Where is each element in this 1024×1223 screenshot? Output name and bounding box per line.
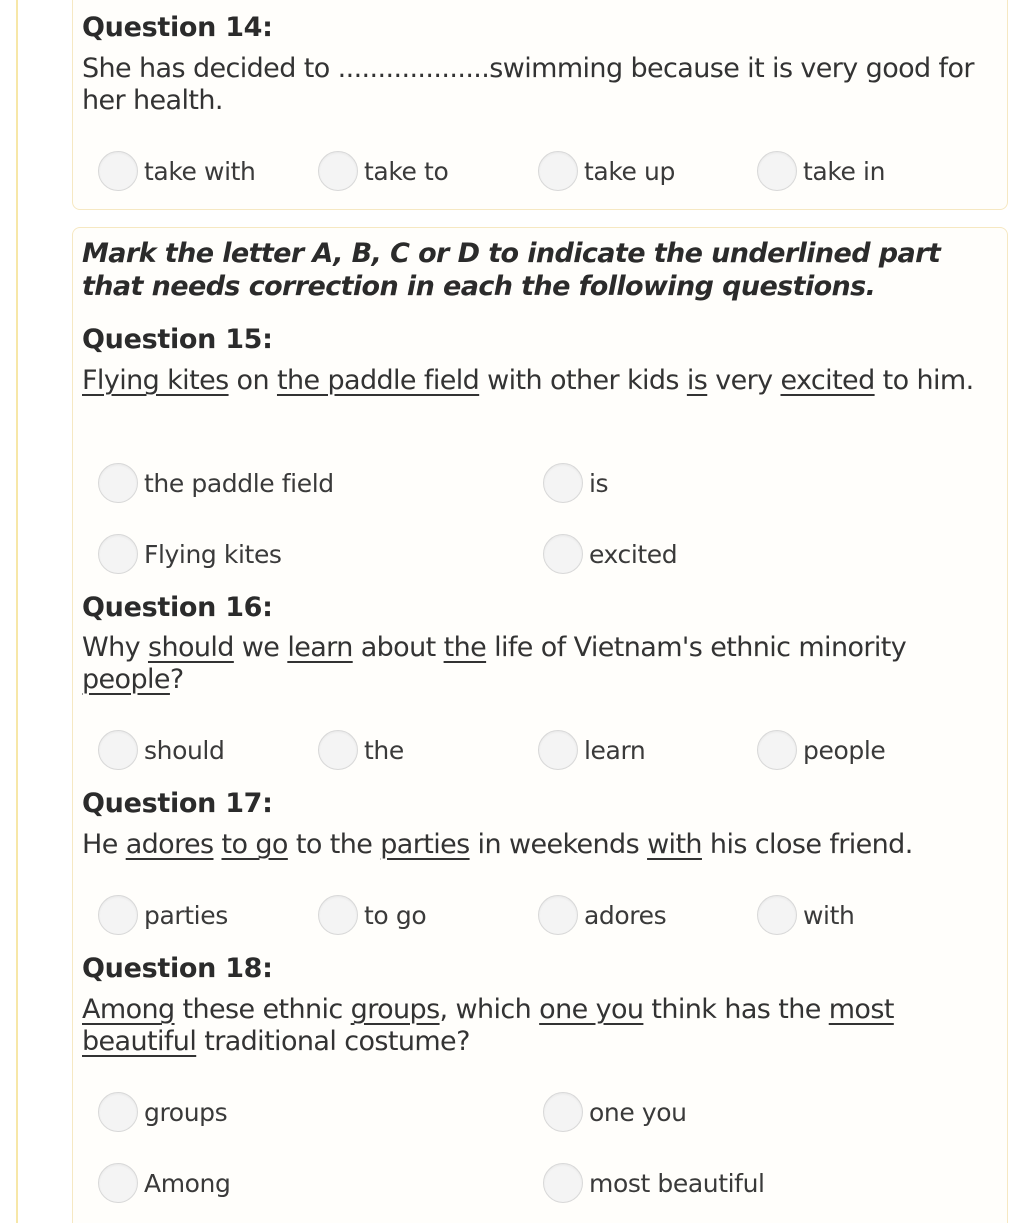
question-18-text (82, 994, 1007, 1058)
sentence-text: on (228, 365, 277, 396)
radio-button[interactable] (538, 895, 578, 935)
radio-button[interactable] (543, 1092, 583, 1132)
option-label: with (803, 900, 855, 930)
question-15-title: Question 15: (82, 324, 273, 355)
q17-option-c[interactable] (538, 894, 666, 936)
radio-button[interactable] (98, 151, 138, 191)
option-label: to go (364, 900, 427, 930)
option-label: one you (589, 1097, 687, 1127)
q14-option-c[interactable] (538, 150, 675, 192)
q15-option-b[interactable] (543, 462, 608, 504)
q14-option-d[interactable] (757, 150, 885, 192)
option-label: is (589, 468, 609, 498)
underlined-part: the paddle field (276, 365, 480, 396)
question-14-text (82, 53, 1007, 117)
sentence-text: we (233, 632, 288, 663)
q15-option-d[interactable] (543, 533, 677, 575)
q17-option-d[interactable] (757, 894, 854, 936)
q18-option-a[interactable] (98, 1091, 227, 1133)
option-label: should (144, 735, 225, 765)
q16-option-b[interactable] (318, 729, 404, 771)
option-label: learn (584, 735, 646, 765)
option-label: the paddle field (144, 468, 334, 498)
question-14-text-before: She has decided to (82, 53, 338, 84)
option-label: people (803, 735, 886, 765)
question-14-blank: ................... (337, 53, 490, 84)
option-label: take in (803, 156, 886, 186)
radio-button[interactable] (98, 463, 138, 503)
radio-button[interactable] (318, 730, 358, 770)
underlined-part: with (647, 829, 702, 860)
sentence-text: very (707, 365, 781, 396)
sentence-text: life of Vietnam's ethnic minority (486, 632, 907, 663)
radio-button[interactable] (98, 895, 138, 935)
sentence-text: his close friend. (701, 829, 913, 860)
q17-option-b[interactable] (318, 894, 426, 936)
underlined-part: excited (780, 365, 875, 396)
option-label: excited (589, 539, 678, 569)
sentence-text: , which (439, 994, 540, 1025)
sentence-text: to the (287, 829, 381, 860)
q16-option-a[interactable] (98, 729, 224, 771)
question-17-title: Question 17: (82, 788, 273, 819)
q15-option-c[interactable] (98, 533, 282, 575)
radio-button[interactable] (538, 730, 578, 770)
underlined-part: Among (82, 994, 175, 1025)
underlined-part: Flying kites (82, 365, 229, 396)
radio-button[interactable] (757, 895, 797, 935)
radio-button[interactable] (98, 1163, 138, 1203)
option-label: Flying kites (144, 539, 282, 569)
q18-option-d[interactable] (543, 1162, 765, 1204)
radio-button[interactable] (543, 534, 583, 574)
q18-option-b[interactable] (543, 1091, 687, 1133)
sentence-text: to him. (874, 365, 974, 396)
q16-option-d[interactable] (757, 729, 885, 771)
question-18-title: Question 18: (82, 953, 273, 984)
question-16-text (82, 632, 1007, 696)
q18-option-c[interactable] (98, 1162, 230, 1204)
option-label: take to (364, 156, 449, 186)
option-label: parties (144, 900, 228, 930)
section-instruction: Mark the letter A, B, C or D to indicate the underlined part that needs correction in each the following questions. (82, 238, 941, 302)
q16-option-c[interactable] (538, 729, 645, 771)
question-14-text-after: swimming because it is very good for her health. (82, 53, 974, 116)
underlined-part: parties (380, 829, 470, 860)
sentence-text: with other kids (479, 365, 687, 396)
q17-option-a[interactable] (98, 894, 228, 936)
radio-button[interactable] (318, 895, 358, 935)
option-label: the (364, 735, 404, 765)
question-16-title: Question 16: (82, 592, 273, 623)
question-15-text (82, 365, 1007, 397)
underlined-part: to go (221, 829, 288, 860)
option-label: take up (584, 156, 675, 186)
underlined-part: learn (287, 632, 353, 663)
radio-button[interactable] (543, 1163, 583, 1203)
underlined-part: should (147, 632, 234, 663)
page-left-border (16, 0, 18, 1223)
sentence-text: these ethnic (174, 994, 351, 1025)
underlined-part: one you (539, 994, 644, 1025)
question-17-text (82, 829, 1007, 861)
sentence-text: traditional costume? (196, 1026, 470, 1057)
radio-button[interactable] (98, 730, 138, 770)
radio-button[interactable] (98, 534, 138, 574)
radio-button[interactable] (318, 151, 358, 191)
radio-button[interactable] (98, 1092, 138, 1132)
q14-option-b[interactable] (318, 150, 448, 192)
sentence-text: in weekends (469, 829, 648, 860)
sentence-text: Why (82, 632, 148, 663)
radio-button[interactable] (757, 730, 797, 770)
option-label: most beautiful (589, 1168, 765, 1198)
underlined-part: is (686, 365, 708, 396)
radio-button[interactable] (543, 463, 583, 503)
underlined-part: adores (125, 829, 214, 860)
q15-option-a[interactable] (98, 462, 334, 504)
option-label: groups (144, 1097, 228, 1127)
underlined-part: most beautiful (82, 994, 894, 1057)
underlined-part: people (82, 664, 170, 695)
option-label: Among (144, 1168, 231, 1198)
sentence-text: about (352, 632, 444, 663)
sentence-text: ? (169, 664, 184, 695)
underlined-part: groups (350, 994, 440, 1025)
question-14-title: Question 14: (82, 12, 273, 43)
sentence-text: think has the (643, 994, 829, 1025)
underlined-part: the (443, 632, 487, 663)
q14-option-a[interactable] (98, 150, 255, 192)
option-label: adores (584, 900, 667, 930)
sentence-text: He (82, 829, 126, 860)
radio-button[interactable] (757, 151, 797, 191)
radio-button[interactable] (538, 151, 578, 191)
option-label: take with (144, 156, 256, 186)
